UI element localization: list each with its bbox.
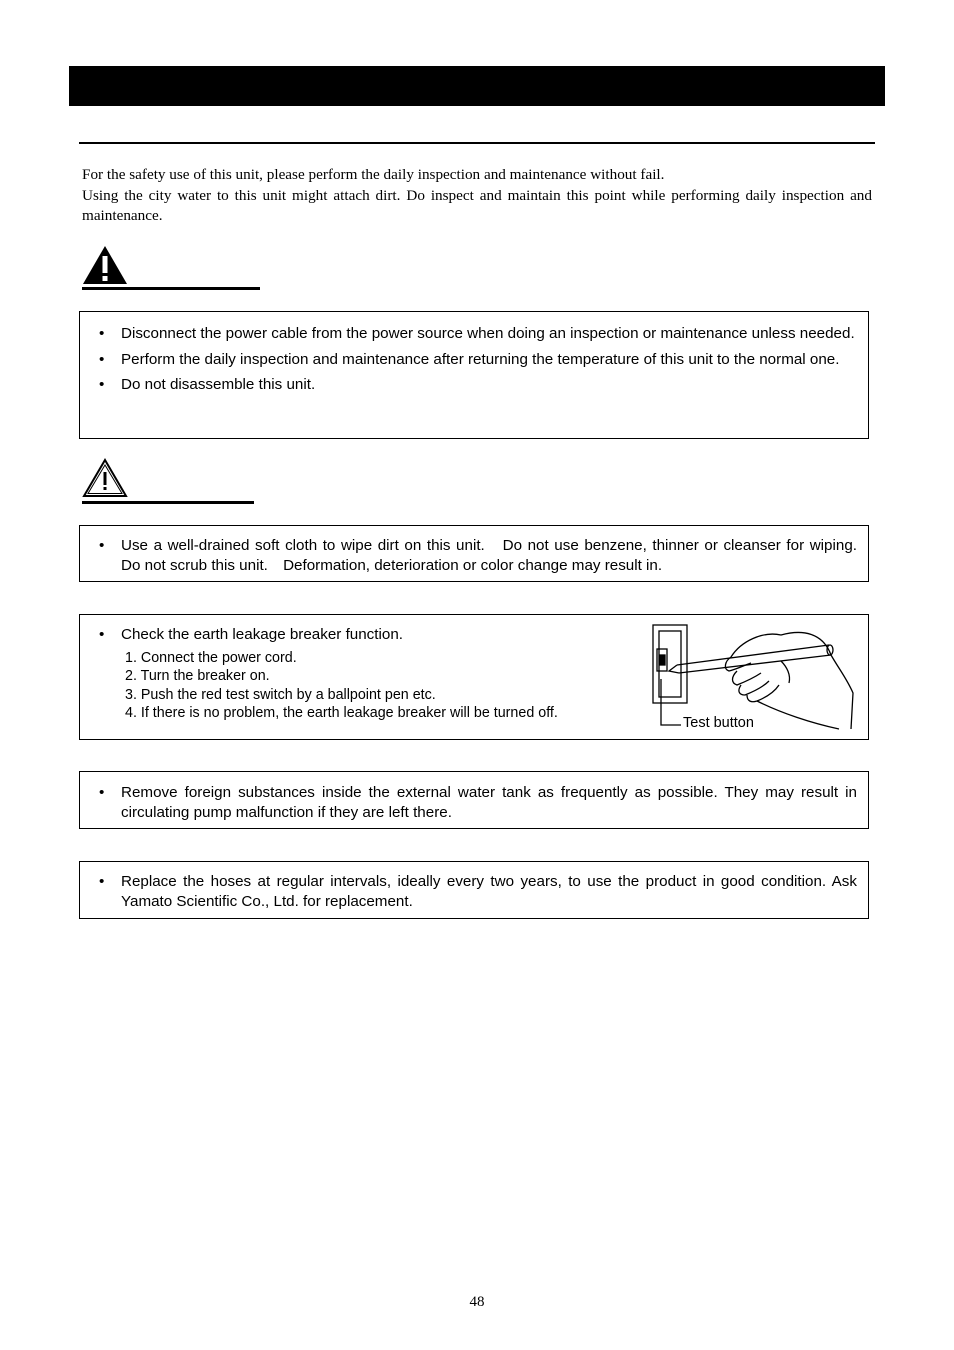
list-item: • Replace the hoses at regular intervals, ideally every two years, to use the product in good condition. Ask Yamato Scientific Co., Ltd. for replacement. xyxy=(80,872,868,911)
chapter-title-bar xyxy=(69,66,885,106)
list-item: • Remove foreign substances inside the external water tank as frequently as possible. They may result in circulating pump malfunction if they are left there. xyxy=(80,783,868,822)
step-item: 1. Connect the power cord. xyxy=(125,649,297,666)
intro-line-2: Using the city water to this unit might attach dirt. Do inspect and maintain this point while performing daily inspection and maintenance. xyxy=(82,186,872,224)
hose-replacement-box xyxy=(79,861,869,919)
breaker-check-box xyxy=(79,614,869,740)
step-item: 2. Turn the breaker on. xyxy=(125,668,270,684)
warning-icon xyxy=(82,245,128,290)
step-item: 4. If there is no problem, the earth leakage breaker will be turned off. xyxy=(125,705,558,721)
cleaning-box xyxy=(79,525,873,582)
caution-icon xyxy=(82,458,128,503)
list-item: • Perform the daily inspection and maintenance after returning the temperature of this unit to the normal one. xyxy=(80,350,868,370)
list-item: • Check the earth leakage breaker function. xyxy=(80,625,868,645)
page-number: 48 xyxy=(469,1294,485,1310)
caution-heading-rule xyxy=(82,501,254,504)
list-item: • Use a well-drained soft cloth to wipe dirt on this unit. Do not use benzene, thinner or cleanser for wiping. Do not scrub this unit. Deformation, deterioration or color change may result in. xyxy=(80,536,868,575)
list-item: • Do not disassemble this unit. xyxy=(80,375,868,395)
section-heading-rule xyxy=(79,142,875,144)
warning-box xyxy=(79,311,869,439)
step-item: 3. Push the red test switch by a ballpoint pen etc. xyxy=(125,686,436,703)
test-button-label: Test button xyxy=(683,715,754,731)
intro-line-1: For the safety use of this unit, please perform the daily inspection and maintenance without fail. xyxy=(82,166,665,183)
intro-paragraph xyxy=(82,165,872,227)
water-tank-box xyxy=(79,771,869,829)
list-item: • Disconnect the power cable from the power source when doing an inspection or maintenance unless needed. xyxy=(80,324,868,344)
warning-heading-rule xyxy=(82,287,260,290)
